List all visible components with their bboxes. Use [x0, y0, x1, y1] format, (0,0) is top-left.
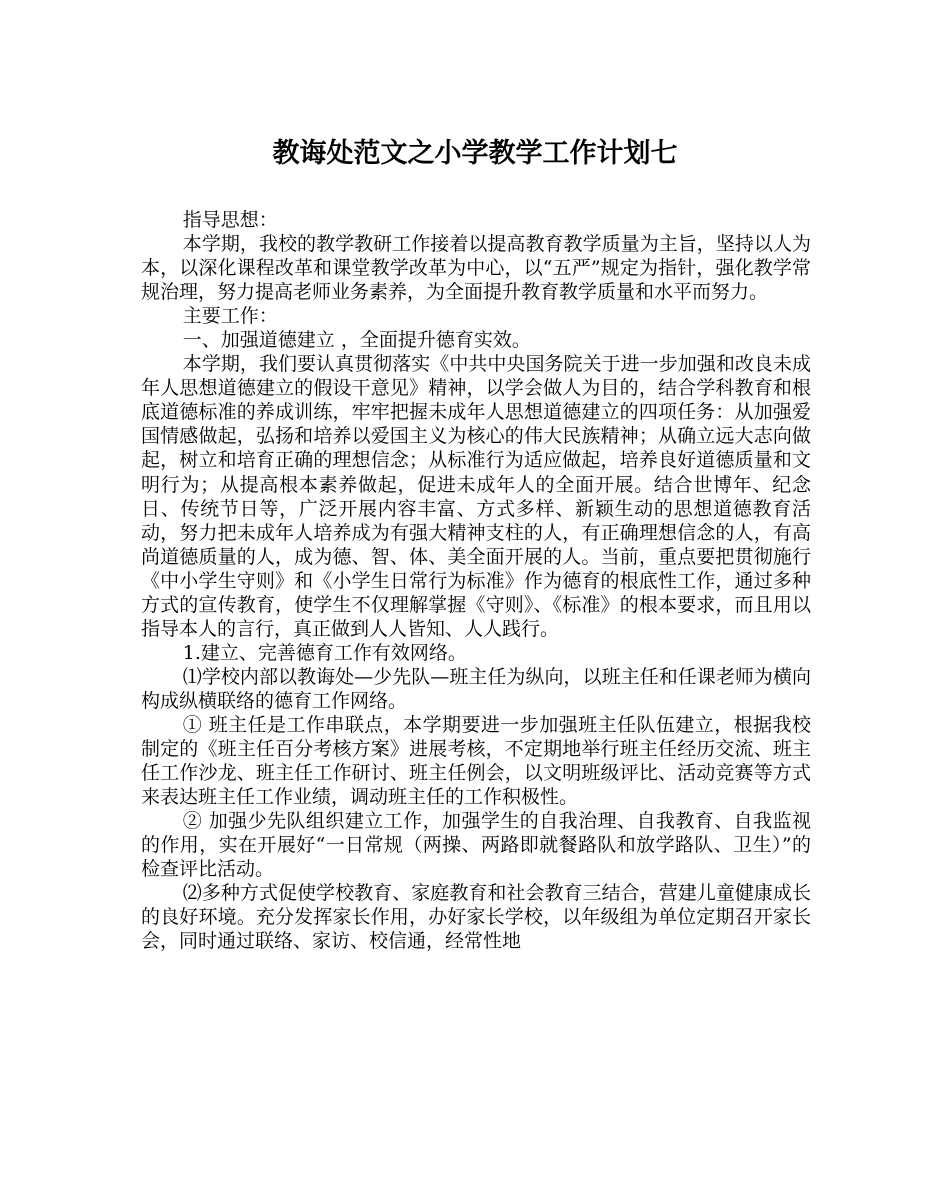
paragraph: ⑵多种方式促使学校教育、家庭教育和社会教育三结合，营建儿童健康成长的良好环境。充分发挥家长作用，办好家长学校，以年级组为单位定期召开家长会，同时通过联络、家访、校信通，经常性地 [141, 882, 811, 953]
paragraph: ① 班主任是工作串联点，本学期要进一步加强班主任队伍建立，根据我校制定的《班主任百分考核方案》进展考核，不定期地举行班主任经历交流、班主任工作沙龙、班主任工作研讨、班主任例会，以文明班级评比、活动竞赛等方式来表达班主任工作业绩，调动班主任的工作积极性。 [141, 713, 811, 809]
paragraph: 指导思想： [182, 209, 278, 231]
document-body [141, 208, 811, 953]
paragraph: 1.建立、完善德育工作有效网络。 [182, 641, 467, 664]
paragraph: ⑴学校内部以教诲处—少先队—班主任为纵向，以班主任和任课老师为横向构成纵横联络的德育工作网络。 [141, 665, 811, 712]
paragraph: 主要工作： [182, 305, 278, 328]
paragraph: 本学期，我们要认真贯彻落实《中共中央国务院关于进一步加强和改良未成年人思想道德建立的假设干意见》精神，以学会做人为目的，结合学科教育和根底道德标准的养成训练，牢牢把握未成年人思想道德建立的四项任务：从加强爱国情感做起，弘扬和培养以爱国主义为核心的伟大民族精神；从确立远大志向做起，树立和培育正确的理想信念；从标准行为适应做起，培养良好道德质量和文明行为；从提高根本素养做起，促进未成年人的全面开展。结合世博年、纪念日、传统节日等，广泛开展内容丰富、方式多样、新颖生动的思想道德教育活动，努力把未成年人培养成为有强大精神支柱的人，有正确理想信念的人，有高尚道德质量的人，成为德、智、体、美全面开展的人。当前，重点要把贯彻施行《中小学生守则》和《小学生日常行为标准》作为德育的根底性工作，通过多种方式的宣传教育，使学生不仅理解掌握《守则》、《标准》的根本要求，而且用以指导本人的言行，真正做到人人皆知、人人践行。 [141, 353, 811, 640]
document-title: 教诲处范文之小学教学工作计划七 [272, 138, 678, 169]
paragraph: 一、加强道德建立 ，全面提升德育实效。 [182, 329, 531, 352]
paragraph: 本学期，我校的教学教研工作接着以提高教育教学质量为主旨，坚持以人为本，以深化课程改革和课堂教学改革为中心，以“五严”规定为指针，强化教学常规治理，努力提高老师业务素养，为全面提升教育教学质量和水平而努力。 [141, 233, 811, 304]
paragraph: ② 加强少先队组织建立工作，加强学生的自我治理、自我教育、自我监视的作用，实在开展好“一日常规（两操、两路即就餐路队和放学路队、卫生）”的检查评比活动。 [141, 810, 811, 881]
